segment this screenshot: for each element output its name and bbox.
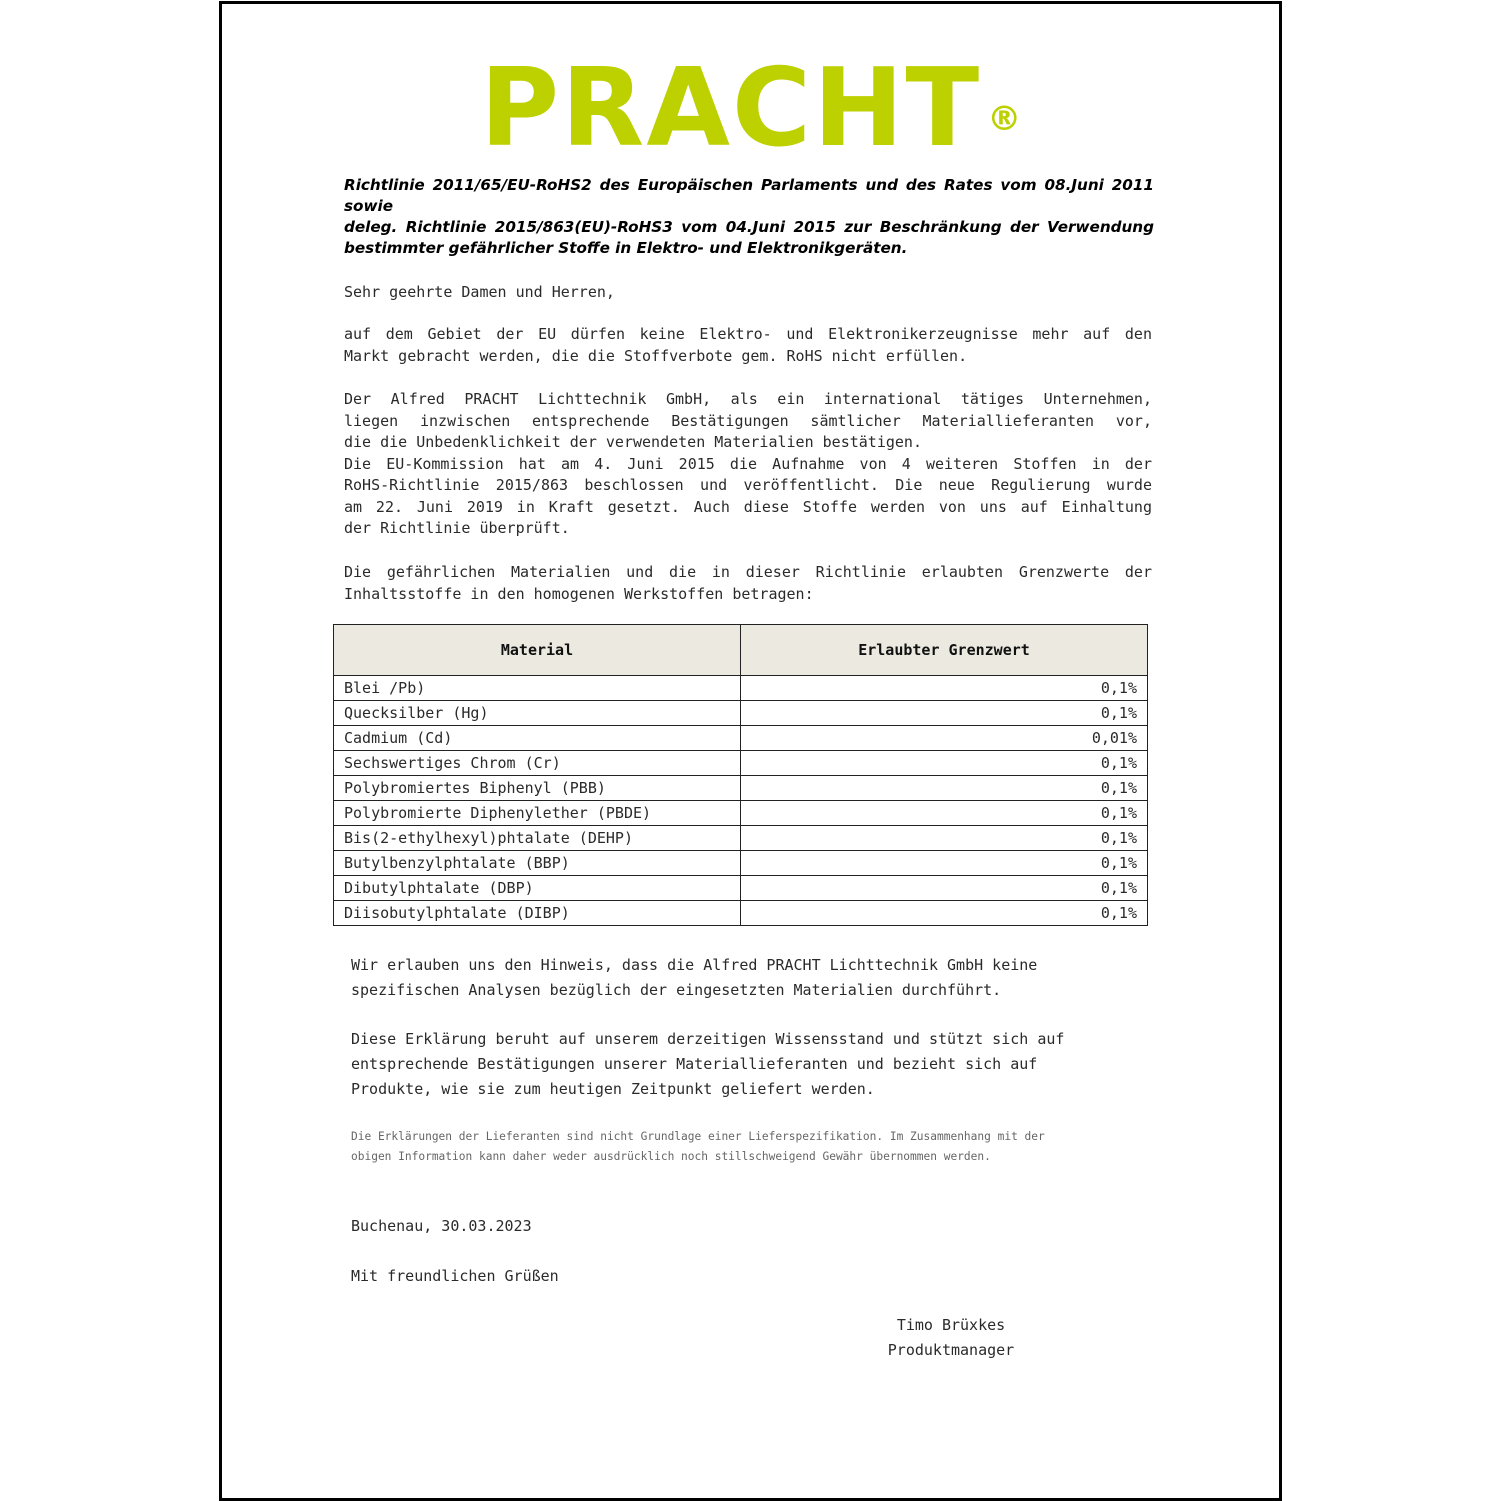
paragraph-line: die die Unbedenklichkeit der verwendeten Materialien bestätigen. [344, 433, 922, 451]
paragraph-confirmations [344, 389, 1152, 540]
paragraph-line: Der Alfred PRACHT Lichttechnik GmbH, als ein international tätiges Unternehmen, [344, 390, 1152, 408]
paragraph-line: Produkte, wie sie zum heutigen Zeitpunkt geliefert werden. [351, 1080, 875, 1098]
material-cell: Polybromiertes Biphenyl (PBB) [334, 776, 741, 801]
paragraph-line: entsprechende Bestätigungen unserer Materiallieferanten und bezieht sich auf [351, 1055, 1038, 1073]
table-row [334, 726, 1148, 751]
disclaimer [351, 1127, 1045, 1166]
paragraph-line: Die EU-Kommission hat am 4. Juni 2015 die Aufnahme von 4 weiteren Stoffen in der [344, 454, 1152, 473]
logo-text: PRACHT [480, 46, 982, 171]
paragraph-line: Markt gebracht werden, die die Stoffverbote gem. RoHS nicht erfüllen. [344, 346, 968, 365]
limit-cell: 0,1% [741, 676, 1148, 701]
limit-cell: 0,1% [741, 701, 1148, 726]
limit-cell: 0,1% [741, 876, 1148, 901]
table-row [334, 901, 1148, 926]
material-cell: Quecksilber (Hg) [334, 701, 741, 726]
table-row [334, 751, 1148, 776]
table-row [334, 776, 1148, 801]
paragraph-line: liegen inzwischen entsprechende Bestätigungen sämtlicher Materiallieferanten vor, [344, 411, 1152, 430]
limit-cell: 0,1% [741, 826, 1148, 851]
material-cell: Sechswertiges Chrom (Cr) [334, 751, 741, 776]
paragraph-materials-intro [344, 562, 1152, 605]
paragraph-line: Wir erlauben uns den Hinweis, dass die Alfred PRACHT Lichttechnik GmbH keine [351, 956, 1038, 974]
table-row [334, 826, 1148, 851]
limit-cell: 0,1% [741, 751, 1148, 776]
limit-cell: 0,1% [741, 776, 1148, 801]
paragraph-line: Diese Erklärung beruht auf unserem derzeitigen Wissensstand und stützt sich auf [351, 1030, 1065, 1048]
column-header-material: Material [334, 625, 741, 676]
paragraph-eu-ban [344, 324, 1152, 367]
material-cell: Cadmium (Cd) [334, 726, 741, 751]
table-row [334, 701, 1148, 726]
limit-cell: 0,1% [741, 801, 1148, 826]
limit-cell: 0,1% [741, 901, 1148, 926]
table-row [334, 676, 1148, 701]
directive-heading [344, 175, 1154, 259]
paragraph-line: RoHS-Richtlinie 2015/863 beschlossen und veröffentlicht. Die neue Regulierung wurde [344, 476, 1152, 494]
pracht-logo [480, 46, 1024, 171]
material-cell: Blei /Pb) [334, 676, 741, 701]
paragraph-line: Inhaltsstoffe in den homogenen Werkstoffen betragen: [344, 584, 814, 603]
registered-mark: ® [987, 99, 1024, 139]
heading-line: Richtlinie 2011/65/EU-RoHS2 des Europäischen Parlaments und des Rates vom 08.Juni 2011 sowie [344, 176, 1154, 215]
disclaimer-line: Die Erklärungen der Lieferanten sind nicht Grundlage einer Lieferspezifikation. Im Zusammenhang mit der [351, 1130, 1045, 1143]
disclaimer-line: obigen Information kann daher weder ausdrücklich noch stillschweigend Gewähr übernommen werden. [351, 1149, 991, 1163]
paragraph-line: Die gefährlichen Materialien und die in dieser Richtlinie erlaubten Grenzwerte der [344, 563, 1152, 581]
table-row [334, 876, 1148, 901]
paragraph-no-analysis [351, 953, 1037, 1003]
material-cell: Bis(2-ethylhexyl)phtalate (DEHP) [334, 826, 741, 851]
paragraph-line: auf dem Gebiet der EU dürfen keine Elektro- und Elektronikerzeugnisse mehr auf den [344, 325, 1152, 343]
place-date: Buchenau, 30.03.2023 [351, 1217, 532, 1235]
material-cell: Polybromierte Diphenylether (PBDE) [334, 801, 741, 826]
closing-greeting: Mit freundlichen Grüßen [351, 1267, 559, 1285]
table-row [334, 801, 1148, 826]
table-header-row [334, 625, 1148, 676]
materials-table [333, 624, 1148, 926]
paragraph-line: spezifischen Analysen bezüglich der eingesetzten Materialien durchführt. [351, 981, 1002, 999]
heading-line: bestimmter gefährlicher Stoffe in Elektro- und Elektronikgeräten. [344, 239, 908, 257]
material-cell: Butylbenzylphtalate (BBP) [334, 851, 741, 876]
table-row [334, 851, 1148, 876]
limit-cell: 0,1% [741, 851, 1148, 876]
paragraph-declaration [351, 1027, 1064, 1102]
signer-name: Timo Brüxkes [896, 1316, 1006, 1334]
paragraph-line: der Richtlinie überprüft. [344, 519, 570, 537]
signature-block [880, 1313, 1022, 1363]
column-header-limit: Erlaubter Grenzwert [741, 625, 1148, 676]
salutation: Sehr geehrte Damen und Herren, [344, 283, 615, 301]
paragraph-line: am 22. Juni 2019 in Kraft gesetzt. Auch diese Stoffe werden von uns auf Einhaltung [344, 497, 1152, 516]
material-cell: Dibutylphtalate (DBP) [334, 876, 741, 901]
signer-title: Produktmanager [887, 1341, 1015, 1359]
limit-cell: 0,01% [741, 726, 1148, 751]
heading-line: deleg. Richtlinie 2015/863(EU)-RoHS3 vom 04.Juni 2015 zur Beschränkung der Verwendung [344, 218, 1154, 236]
material-cell: Diisobutylphtalate (DIBP) [334, 901, 741, 926]
